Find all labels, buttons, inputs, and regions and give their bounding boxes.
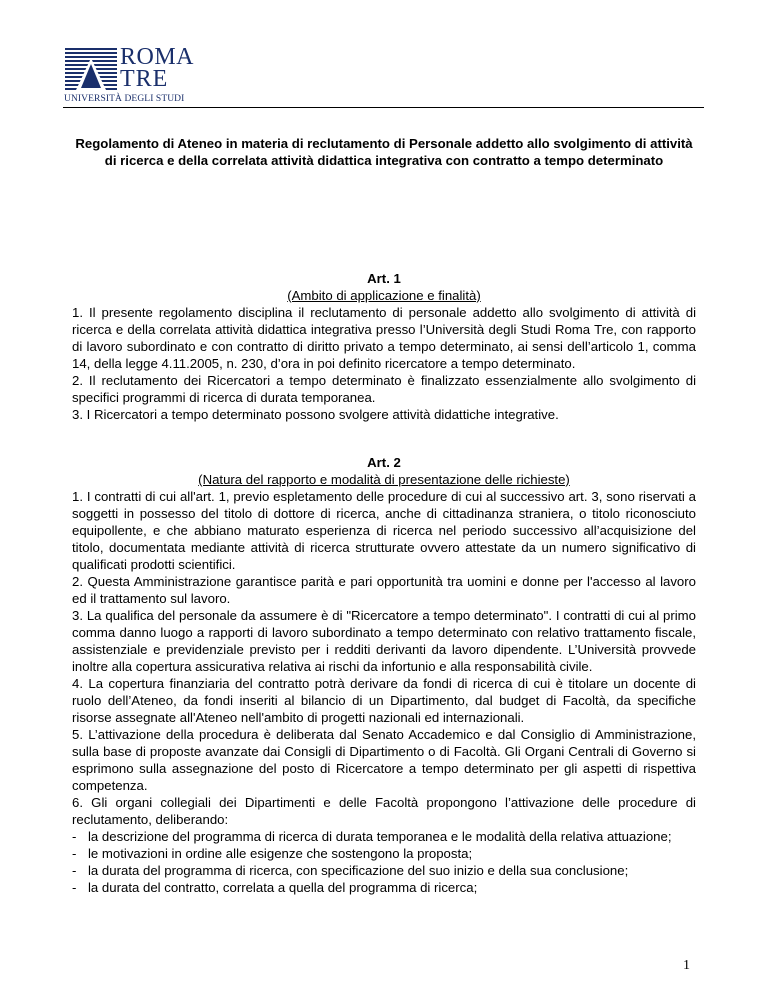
article-1 xyxy=(72,270,696,423)
bullet-marker: - xyxy=(72,829,77,844)
article-2-paragraph-6: 6. Gli organi collegiali dei Dipartimenti e delle Facoltà propongono l’attivazione delle procedure di reclutamento, deliberando: xyxy=(72,795,696,827)
logo-subtitle: UNIVERSITÀ DEGLI STUDI xyxy=(64,94,185,104)
logo-name-roma: ROMA xyxy=(120,44,195,70)
article-1-paragraph-3: 3. I Ricercatori a tempo determinato possono svolgere attività didattiche integrative. xyxy=(72,407,559,422)
article-2-paragraph-2: 2. Questa Amministrazione garantisce parità e pari opportunità tra uomini e donne per l'accesso al lavoro ed il trattamento sul lavoro. xyxy=(72,574,696,606)
article-1-subtitle: (Ambito di applicazione e finalità) xyxy=(287,288,481,303)
bullet-marker: - xyxy=(72,880,77,895)
article-2 xyxy=(72,454,696,896)
list-item xyxy=(72,862,696,879)
article-2-paragraph-1: 1. I contratti di cui all'art. 1, previo espletamento delle procedure di cui al successivo art. 3, sono riservati a soggetti in possesso del titolo di dottore di ricerca, anche di cittadinanza straniera, o titolo riconosciuto equipollente, e che abbiano maturato esperienza di ricerca nel periodo successivo all’acquisizione del titolo, documentata mediante attività di ricerca strutturate ovvero attestate da un numero significativo di qualificati prodotti scientifici. xyxy=(72,489,696,572)
list-item xyxy=(72,828,696,845)
article-2-paragraph-5: 5. L’attivazione della procedura è deliberata dal Senato Accademico e dal Consiglio di Amministrazione, sulla base di proposte avanzate dai Consigli di Dipartimento o di Facoltà. Gli Organi Centrali di Governo si esprimono sulla assegnazione del posto di Ricercatore a tempo determinato per gli aspetti di rispettiva competenza. xyxy=(72,727,696,793)
article-2-paragraph-3: 3. La qualifica del personale da assumere è di "Ricercatore a tempo determinato". I contratti di cui al primo comma danno luogo a rapporti di lavoro subordinato a tempo determinato con relativo trattamento fiscale, assistenziale e previdenziale previsto per i redditi derivanti da lavoro dipendente. L’Università provvede inoltre alla copertura assicurativa relativa ai rischi da infortunio e alla responsabilità civile. xyxy=(72,608,696,674)
document-title: Regolamento di Ateneo in materia di reclutamento di Personale addetto allo svolgimento di attività di ricerca e della correlata attività didattica integrativa con contratto a tempo determinato xyxy=(75,136,693,168)
university-logo xyxy=(63,46,203,106)
logo-name-tre: TRE xyxy=(120,66,169,92)
header-rule xyxy=(63,107,704,108)
article-2-heading: Art. 2 xyxy=(367,455,401,470)
logo-emblem-icon xyxy=(63,46,119,92)
article-2-paragraph-4: 4. La copertura finanziaria del contratto potrà derivare da fondi di ricerca di cui è titolare un docente di ruolo dell’Ateneo, da fondi inseriti al bilancio di un Dipartimento, dal budget di Facoltà, da specifiche risorse assegnate all'Ateneo nell'ambito di progetti nazionali ed internazionali. xyxy=(72,676,696,725)
list-item-text: la descrizione del programma di ricerca di durata temporanea e le modalità della relativa attuazione; xyxy=(88,829,672,844)
list-item-text: le motivazioni in ordine alle esigenze che sostengono la proposta; xyxy=(88,846,473,861)
bullet-marker: - xyxy=(72,846,77,861)
article-1-paragraph-2: 2. Il reclutamento dei Ricercatori a tempo determinato è finalizzato essenzialmente allo svolgimento di specifici programmi di ricerca di durata temporanea. xyxy=(72,373,696,405)
bullet-marker: - xyxy=(72,863,77,878)
list-item xyxy=(72,879,696,896)
list-item-text: la durata del contratto, correlata a quella del programma di ricerca; xyxy=(88,880,478,895)
article-2-subtitle: (Natura del rapporto e modalità di presentazione delle richieste) xyxy=(198,472,570,487)
page-number: 1 xyxy=(683,958,690,973)
article-1-paragraph-1: 1. Il presente regolamento disciplina il reclutamento di personale addetto allo svolgimento di attività di ricerca e della correlata attività didattica integrativa presso l’Università degli Studi Roma Tre, con rapporto di lavoro subordinato e con contratto di diritto privato a tempo determinato, ai sensi dell’articolo 1, comma 14, della legge 4.11.2005, n. 230, d’ora in poi definito ricercatore a tempo determinato. xyxy=(72,305,696,371)
article-1-heading: Art. 1 xyxy=(367,271,401,286)
list-item xyxy=(72,845,696,862)
list-item-text: la durata del programma di ricerca, con specificazione del suo inizio e della sua conclusione; xyxy=(88,863,629,878)
